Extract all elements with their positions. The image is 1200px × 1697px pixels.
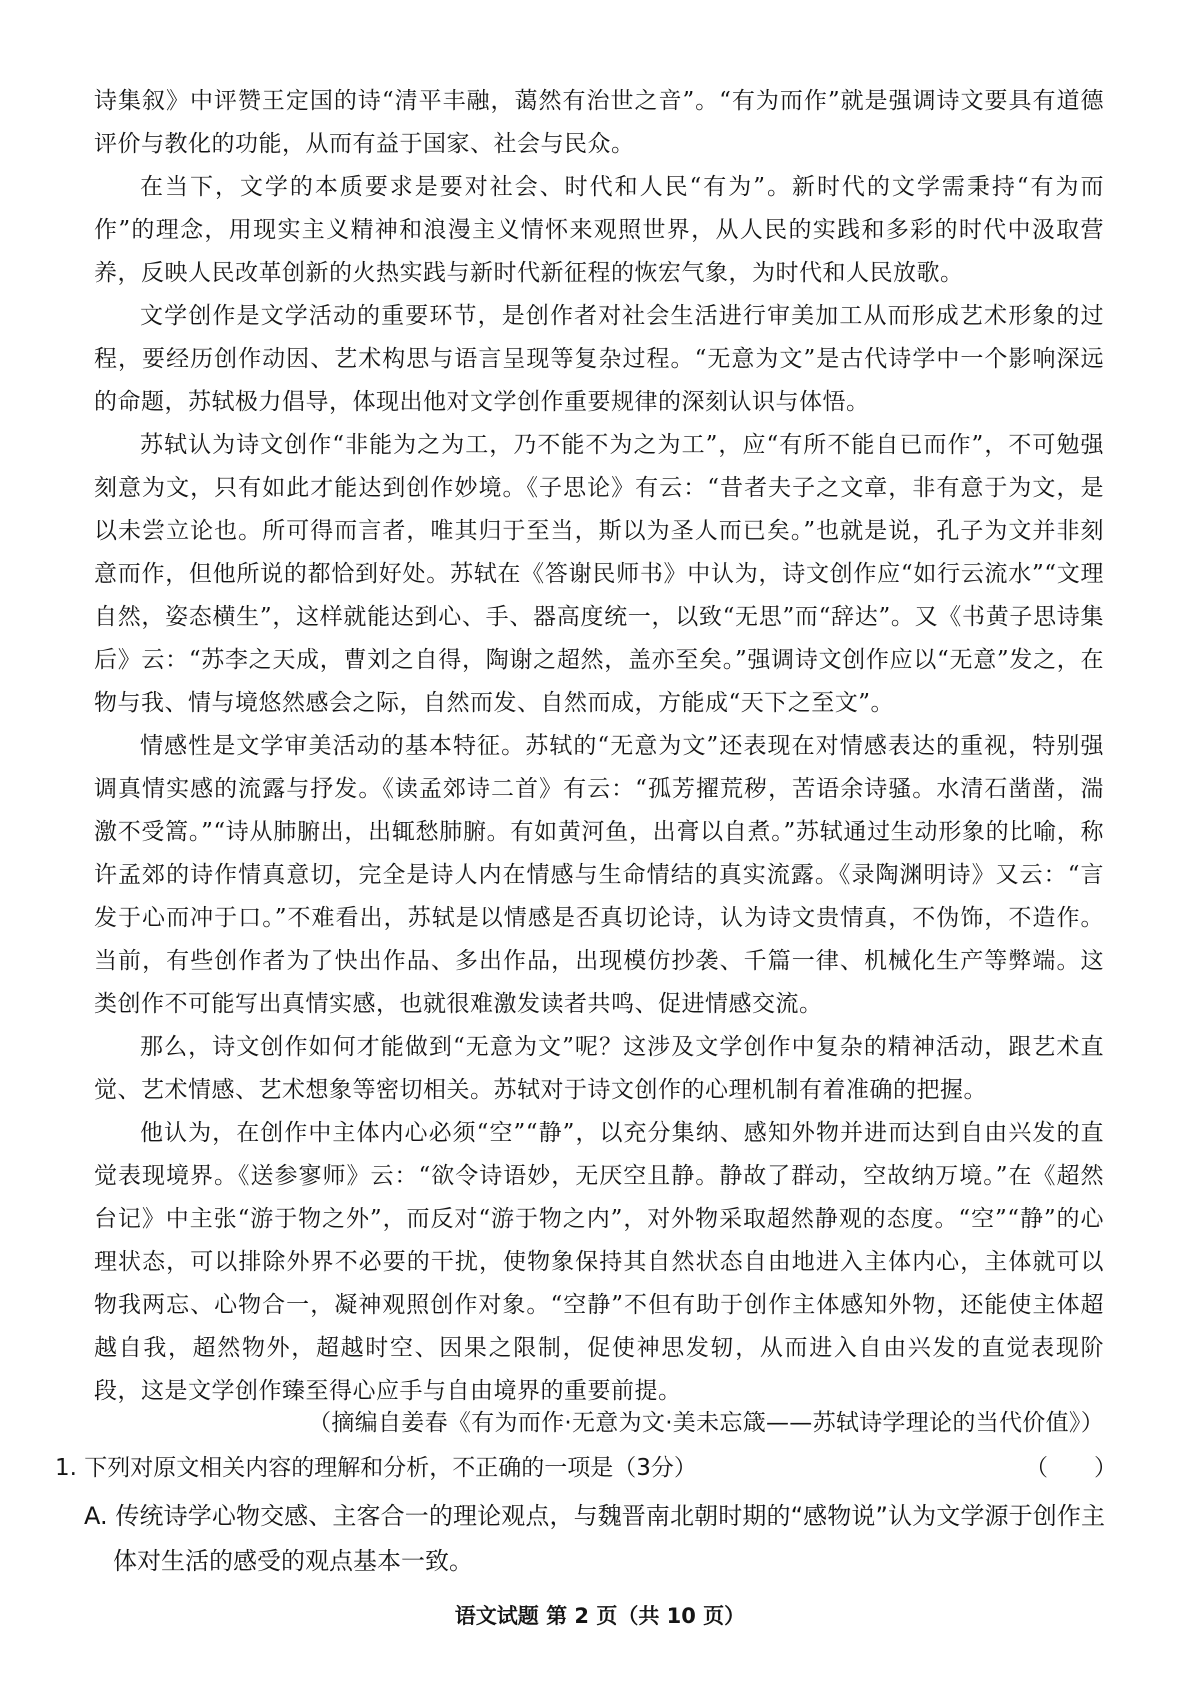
paragraph: 他认为，在创作中主体内心必须“空”“静”，以充分集纳、感知外物并进而达到自由兴发的直觉表现境界。《送参寥师》云：“欲令诗语妙，无厌空且静。静故了群动，空故纳万境。”在《超然台记》中主张“游于物之外”，而反对“游于物之内”，对外物采取超然静观的态度。“空”“静”的心理状态，可以排除外界不必要的干扰，使物象保持其自然状态自由地进入主体内心，主体就可以物我两忘、心物合一，凝神观照创作对象。“空静”不但有助于创作主体感知外物，还能使主体超越自我，超然物外，超越时空、因果之限制，促使神思发轫，从而进入自由兴发的直觉表现阶段，这是文学创作臻至得心应手与自由境界的重要前提。	[94, 1120, 1104, 1404]
paragraph: 苏轼认为诗文创作“非能为之为工，乃不能不为之为工”，应“有所不能自已而作”，不可勉强刻意为文，只有如此才能达到创作妙境。《子思论》有云：“昔者夫子之文章，非有意于为文，是以未尝立论也。所可得而言者，唯其归于至当，斯以为圣人而已矣。”也就是说，孔子为文并非刻意而作，但他所说的都恰到好处。苏轼在《答谢民师书》中认为，诗文创作应“如行云流水”“文理自然，姿态横生”，这样就能达到心、手、器高度统一，以致“无思”而“辞达”。又《书黄子思诗集后》云：“苏李之天成，曹刘之自得，陶谢之超然，盖亦至矣。”强调诗文创作应以“无意”发之，在物与我、情与境悠然感会之际，自然而发、自然而成，方能成“天下之至文”。	[94, 432, 1104, 716]
paragraph: 诗集叙》中评赞王定国的诗“清平丰融，蔼然有治世之音”。“有为而作”就是强调诗文要具有道德评价与教化的功能，从而有益于国家、社会与民众。	[94, 88, 1104, 157]
option-a: A. 传统诗学心物交感、主客合一的理论观点，与魏晋南北朝时期的“感物说”认为文学源于创作主体对生活的感受的观点基本一致。	[84, 1502, 1105, 1575]
paragraph: 在当下，文学的本质要求是要对社会、时代和人民“有为”。新时代的文学需秉持“有为而作”的理念，用现实主义精神和浪漫主义情怀来观照世界，从人民的实践和多彩的时代中汲取营养，反映人民改革创新的火热实践与新时代新征程的恢宏气象，为时代和人民放歌。	[94, 174, 1104, 286]
question-1	[55, 1446, 1117, 1584]
article-body	[94, 80, 1104, 1413]
source-citation: （摘编自姜春《有为而作·无意为文·美未忘箴——苏轼诗学理论的当代价值》）	[308, 1410, 1104, 1436]
paragraph: 那么，诗文创作如何才能做到“无意为文”呢？这涉及文学创作中复杂的精神活动，跟艺术直觉、艺术情感、艺术想象等密切相关。苏轼对于诗文创作的心理机制有着准确的把握。	[94, 1034, 1104, 1103]
question-text: 1. 下列对原文相关内容的理解和分析，不正确的一项是（3分）	[55, 1455, 697, 1481]
page-footer: 语文试题 第 2 页（共 10 页）	[454, 1604, 746, 1628]
paragraph: 情感性是文学审美活动的基本特征。苏轼的“无意为文”还表现在对情感表达的重视，特别强调真情实感的流露与抒发。《读孟郊诗二首》有云：“孤芳擢荒秽，苦语余诗骚。水清石凿凿，湍激不受篙。”“诗从肺腑出，出辄愁肺腑。有如黄河鱼，出膏以自煮。”苏轼通过生动形象的比喻，称许孟郊的诗作情真意切，完全是诗人内在情感与生命情结的真实流露。《录陶渊明诗》又云：“言发于心而冲于口。”不难看出，苏轼是以情感是否真切论诗，认为诗文贵情真，不伪饰，不造作。当前，有些创作者为了快出作品、多出作品，出现模仿抄袭、千篇一律、机械化生产等弊端。这类创作不可能写出真情实感，也就很难激发读者共鸣、促进情感交流。	[94, 733, 1104, 1017]
paragraph: 文学创作是文学活动的重要环节，是创作者对社会生活进行审美加工从而形成艺术形象的过程，要经历创作动因、艺术构思与语言呈现等复杂过程。“无意为文”是古代诗学中一个影响深远的命题，苏轼极力倡导，体现出他对文学创作重要规律的深刻认识与体悟。	[94, 303, 1104, 415]
question-stem	[55, 1446, 1117, 1490]
answer-bracket: （ ）	[1025, 1455, 1117, 1481]
